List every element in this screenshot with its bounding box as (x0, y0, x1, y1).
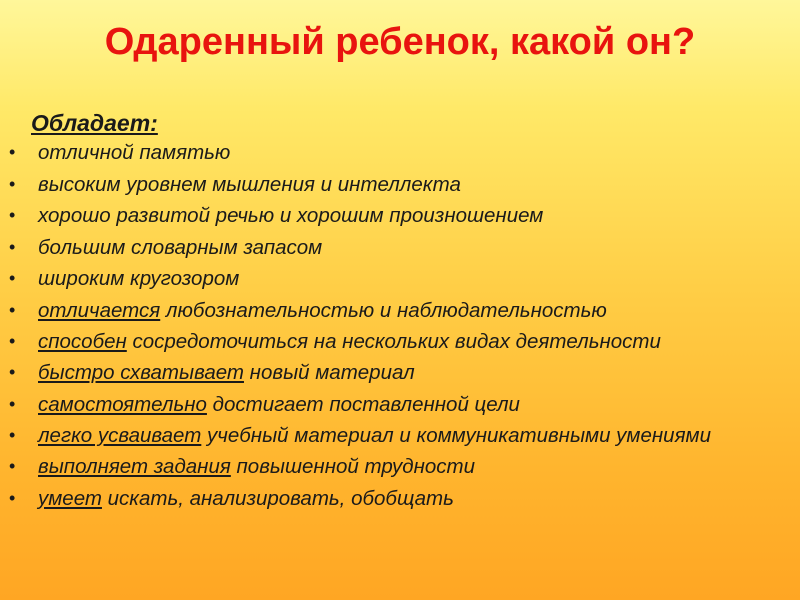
list-item (0, 174, 790, 195)
item-text: любознательностью и наблюдательностью (160, 298, 607, 322)
list-item (0, 300, 790, 321)
bullet-icon: • (9, 331, 16, 351)
bullet-icon: • (9, 487, 16, 508)
bullet-icon: • (9, 142, 16, 162)
item-text: высоким уровнем мышления и интеллекта (38, 172, 461, 196)
item-lead: быстро схватывает (38, 361, 244, 384)
item-text: отличной памятью (38, 141, 231, 164)
bullet-icon: • (9, 362, 16, 382)
item-text: искать, анализировать, обобщать (101, 486, 454, 510)
item-text: большим словарным запасом (38, 235, 323, 259)
bullet-icon: • (9, 173, 16, 194)
item-text: широким кругозором (38, 267, 240, 290)
bullet-icon: • (9, 393, 16, 414)
qualities-list (0, 142, 790, 519)
bullet-icon: • (9, 456, 16, 476)
item-text: хорошо развитой речью и хорошим произношением (38, 204, 544, 227)
item-text: достигает поставленной цели (206, 392, 520, 416)
list-item (0, 488, 790, 509)
list-item (0, 425, 748, 446)
item-text: учебный материал и коммуникативными умениями (201, 424, 711, 447)
item-lead: самостоятельно (38, 392, 207, 416)
list-item (0, 142, 790, 163)
item-lead: легко усваивает (38, 424, 202, 447)
item-text: повышенной трудности (230, 455, 476, 478)
list-item (0, 331, 748, 352)
slide-subtitle: Обладает: (31, 110, 158, 136)
list-item (0, 205, 790, 226)
bullet-icon: • (9, 205, 16, 225)
bullet-icon: • (9, 425, 16, 445)
list-item (0, 362, 790, 383)
slide-title: Одаренный ребенок, какой он? (104, 21, 696, 63)
item-text: сосредоточиться на нескольких видах деятельности (126, 330, 661, 353)
list-item (0, 237, 790, 258)
item-text: новый материал (243, 361, 415, 384)
item-lead: умеет (38, 486, 102, 510)
list-item (0, 394, 790, 415)
bullet-icon: • (9, 268, 16, 288)
item-lead: способен (38, 330, 127, 353)
bullet-icon: • (9, 299, 16, 320)
item-lead: выполняет задания (38, 455, 231, 478)
list-item (0, 456, 790, 477)
bullet-icon: • (9, 236, 16, 257)
list-item (0, 268, 790, 289)
item-lead: отличается (38, 298, 161, 322)
